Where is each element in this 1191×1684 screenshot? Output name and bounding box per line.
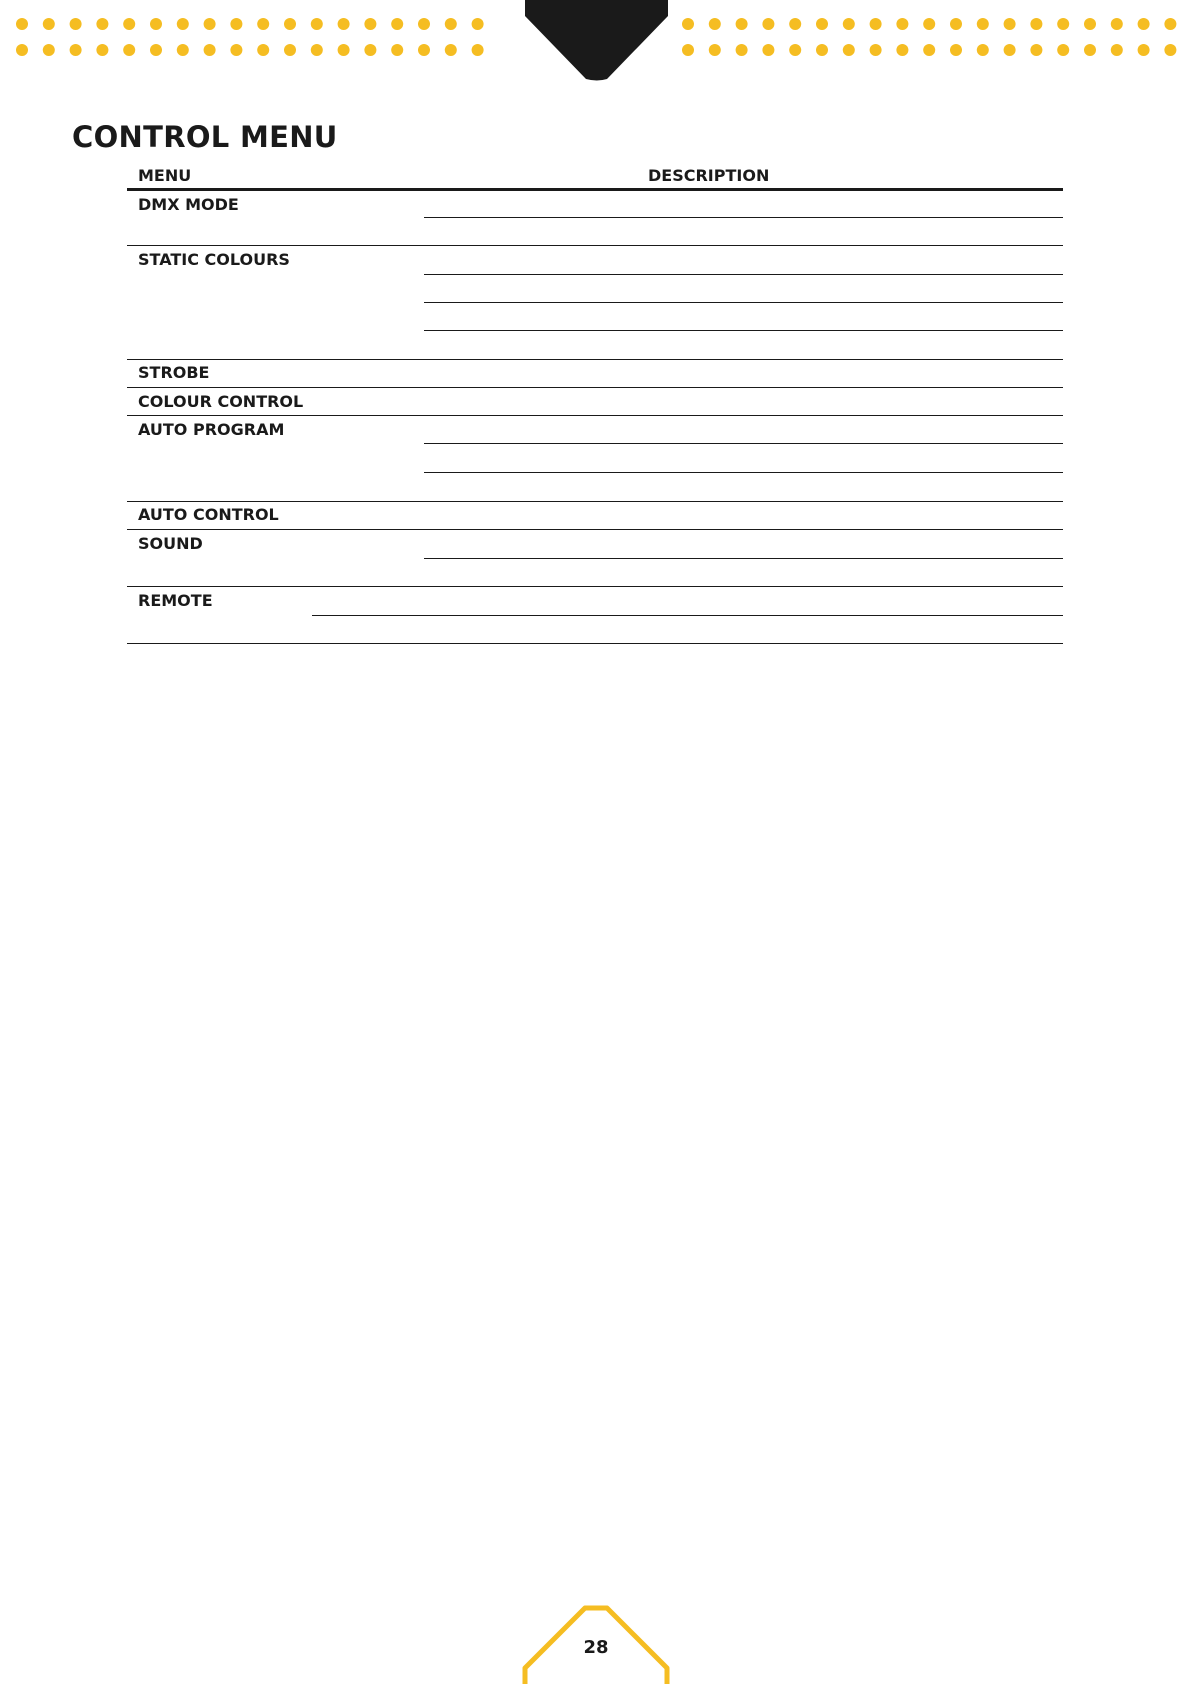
description-line bbox=[424, 443, 1063, 444]
row-separator bbox=[127, 245, 1063, 246]
control-menu-table bbox=[0, 0, 1191, 700]
page-number: 28 bbox=[583, 1637, 609, 1658]
row-separator bbox=[127, 359, 1063, 360]
column-header-menu: MENU bbox=[138, 166, 192, 185]
menu-item-remote: REMOTE bbox=[138, 591, 213, 610]
menu-item-auto-control: AUTO CONTROL bbox=[138, 505, 279, 524]
description-line bbox=[424, 472, 1063, 473]
menu-item-dmx-mode: DMX MODE bbox=[138, 195, 239, 214]
description-line bbox=[424, 274, 1063, 275]
column-header-description: DESCRIPTION bbox=[648, 166, 770, 185]
row-separator bbox=[127, 586, 1063, 587]
row-separator bbox=[127, 529, 1063, 530]
menu-item-colour-control: COLOUR CONTROL bbox=[138, 392, 304, 411]
menu-item-auto-program: AUTO PROGRAM bbox=[138, 420, 285, 439]
description-line bbox=[312, 615, 1063, 616]
description-line bbox=[424, 330, 1063, 331]
description-line bbox=[424, 302, 1063, 303]
description-line bbox=[424, 558, 1063, 559]
row-separator bbox=[127, 643, 1063, 644]
menu-item-sound: SOUND bbox=[138, 534, 203, 553]
row-separator bbox=[127, 415, 1063, 416]
page-title: CONTROL MENU bbox=[72, 120, 338, 154]
menu-item-static-colours: STATIC COLOURS bbox=[138, 250, 290, 269]
description-line bbox=[424, 217, 1063, 218]
row-separator bbox=[127, 387, 1063, 388]
menu-item-strobe: STROBE bbox=[138, 363, 210, 382]
row-separator bbox=[127, 501, 1063, 502]
